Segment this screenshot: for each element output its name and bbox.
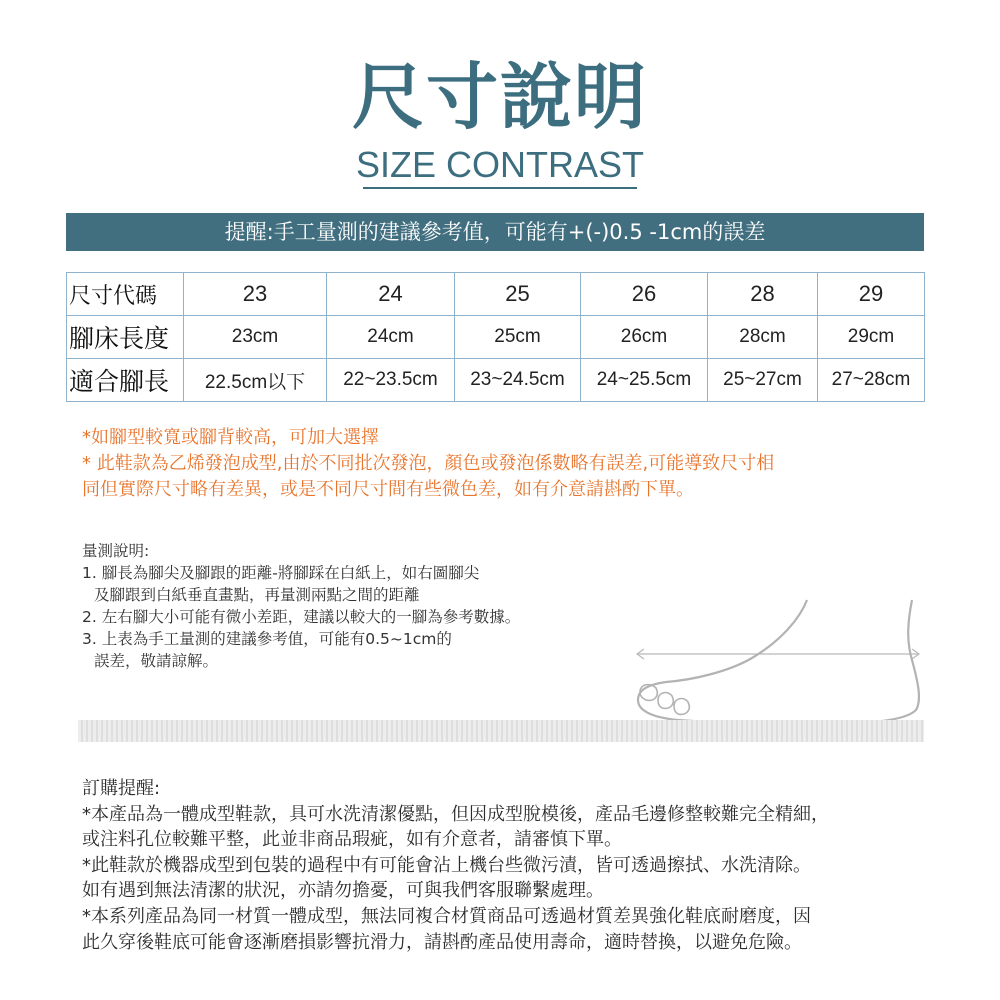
table-cell: 24 — [327, 273, 455, 316]
table-cell: 28cm — [708, 316, 818, 359]
order-line: *本產品為一體成型鞋款，具可水洗清潔優點，但因成型脫模後，產品毛邊修整較難完全精細， — [82, 803, 829, 825]
table-cell: 26 — [581, 273, 708, 316]
row-label: 尺寸代碼 — [67, 273, 184, 316]
size-notes — [82, 425, 942, 503]
table-cell: 29cm — [818, 316, 925, 359]
note-line: * 此鞋款為乙烯發泡成型,由於不同批次發泡，顏色或發泡係數略有誤差,可能導致尺寸相 — [82, 453, 775, 474]
size-table — [66, 272, 925, 402]
note-line: *如腳型較寬或腳背較高，可加大選擇 — [82, 427, 379, 448]
measure-line: 2. 左右腳大小可能有微小差距，建議以較大的一腳為參考數據。 — [82, 608, 521, 626]
table-cell: 29 — [818, 273, 925, 316]
ruler-icon — [78, 720, 924, 742]
measure-line: 誤差，敬請諒解。 — [94, 652, 219, 670]
table-cell: 24~25.5cm — [581, 359, 708, 402]
order-line: 如有遇到無法清潔的狀況，亦請勿擔憂，可與我們客服聯繫處理。 — [82, 880, 604, 902]
page-subtitle: SIZE CONTRAST — [355, 144, 645, 185]
measure-line: 3. 上表為手工量測的建議參考值，可能有0.5~1cm的 — [82, 630, 452, 648]
order-line: *此鞋款於機器成型到包裝的過程中有可能會沾上機台些微污漬，皆可透過擦拭、水洗清除。 — [82, 854, 811, 876]
table-row — [67, 359, 925, 402]
reminder-banner: 提醒:手工量測的建議參考值，可能有+(-)0.5 -1cm的誤差 — [66, 213, 924, 251]
table-cell: 25~27cm — [708, 359, 818, 402]
table-cell: 23 — [184, 273, 327, 316]
row-label: 適合腳長 — [67, 359, 184, 402]
note-line: 同但實際尺寸略有差異，或是不同尺寸間有些微色差，如有介意請斟酌下單。 — [82, 479, 694, 500]
table-cell: 26cm — [581, 316, 708, 359]
measure-instructions — [82, 540, 642, 672]
order-line: *本系列產品為同一材質一體成型，無法同複合材質商品可透過材質差異強化鞋底耐磨度，因 — [82, 905, 811, 927]
page-title: 尺寸說明 — [351, 54, 648, 139]
foot-measure-icon — [632, 596, 932, 730]
table-cell: 22~23.5cm — [327, 359, 455, 402]
table-cell: 25cm — [455, 316, 581, 359]
title-underline — [363, 187, 637, 189]
table-row — [67, 316, 925, 359]
measure-title: 量測說明: — [82, 542, 150, 560]
table-cell: 25 — [455, 273, 581, 316]
table-cell: 28 — [708, 273, 818, 316]
table-row — [67, 273, 925, 316]
order-reminder — [82, 776, 962, 955]
measure-line: 及腳跟到白紙垂直畫點，再量測兩點之間的距離 — [94, 586, 420, 604]
table-cell: 23cm — [184, 316, 327, 359]
measure-line: 1. 腳長為腳尖及腳跟的距離-將腳踩在白紙上，如右圖腳尖 — [82, 564, 480, 582]
table-cell: 23~24.5cm — [455, 359, 581, 402]
row-label: 腳床長度 — [67, 316, 184, 359]
order-line: 或注料孔位較難平整，此並非商品瑕疵，如有介意者，請審慎下單。 — [82, 829, 622, 851]
order-title: 訂購提醒: — [82, 778, 161, 799]
table-cell: 27~28cm — [818, 359, 925, 402]
table-cell: 24cm — [327, 316, 455, 359]
table-cell: 22.5cm以下 — [184, 359, 327, 402]
order-line: 此久穿後鞋底可能會逐漸磨損影響抗滑力，請斟酌產品使用壽命，適時替換，以避免危險。 — [82, 931, 802, 953]
